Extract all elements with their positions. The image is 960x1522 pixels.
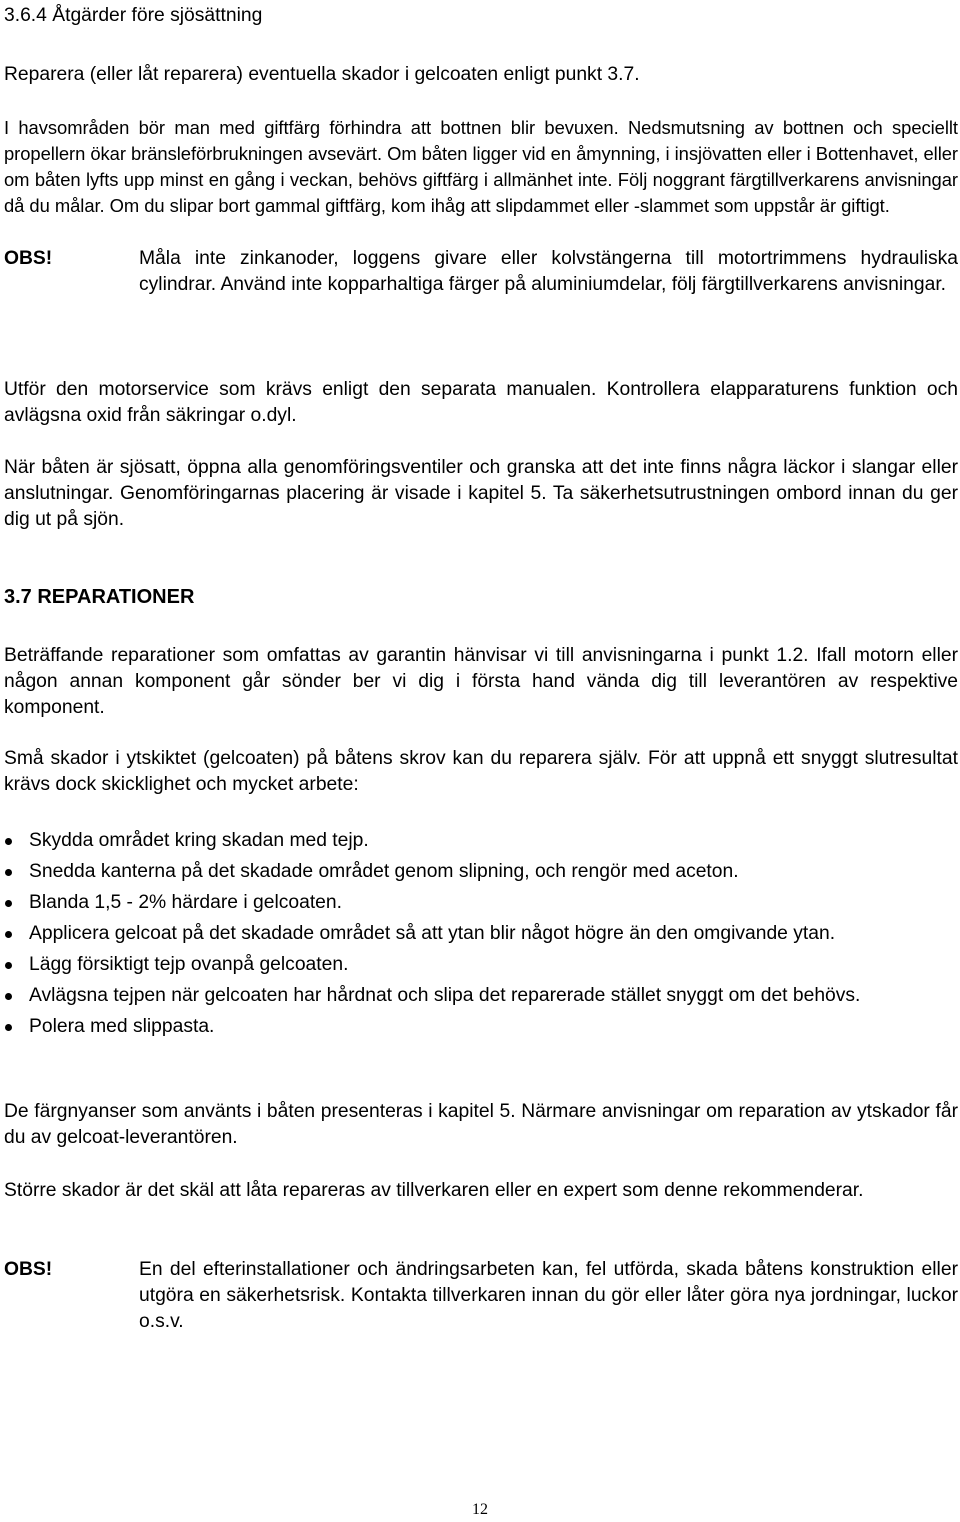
paragraph-launch: När båten är sjösatt, öppna alla genomföringsventiler och granska att det inte finns några läckor i slangar eller anslutningar. Genomföringarnas placering är visade i kapitel 5. Ta säkerhetsutrustningen ombord innan du ger dig ut på sjön. xyxy=(4,457,958,530)
obs-label: OBS! xyxy=(4,248,53,269)
bullet-icon xyxy=(5,1024,12,1031)
list-item: Applicera gelcoat på det skadade området så att ytan blir något högre än den omgivande ytan. xyxy=(4,921,958,947)
bullet-icon xyxy=(5,993,12,1000)
paragraph-colors: De färgnyanser som använts i båten presenteras i kapitel 5. Närmare anvisningar om reparation av ytskador får du av gelcoat-leverantören. xyxy=(4,1101,958,1148)
list-item: Skydda området kring skadan med tejp. xyxy=(4,828,958,854)
paragraph-repair: Reparera (eller låt reparera) eventuella skador i gelcoaten enligt punkt 3.7. xyxy=(4,64,640,85)
bullet-icon xyxy=(5,869,12,876)
paragraph-warranty: Beträffande reparationer som omfattas av garantin hänvisar vi till anvisningarna i punkt 1.2. Ifall motorn eller någon annan komponent går sönder ber vi dig i första hand vända dig till leverantören av respektive komponent. xyxy=(4,645,958,718)
obs-note-paint xyxy=(4,246,958,326)
repairs-heading: 3.7 REPARATIONER xyxy=(4,586,195,608)
bullet-icon xyxy=(5,900,12,907)
list-item: Blanda 1,5 - 2% härdare i gelcoaten. xyxy=(4,890,958,916)
paragraph-larger-damage: Större skador är det skäl att låta repareras av tillverkaren eller en expert som denne rekommenderar. xyxy=(4,1180,864,1201)
page-number: 12 xyxy=(472,1501,488,1518)
paragraph-antifouling: I havsområden bör man med giftfärg förhindra att bottnen blir bevuxen. Nedsmutsning av bottnen och speciellt propellern ökar bränsleförbrukningen avsevärt. Om båten ligger vid en åmynning, i insjövatten eller i Bottenhavet, eller om båten lyfts upp minst en gång i veckan, behövs giftfärg i allmänhet inte. Följ noggrant färgtillverkarens anvisningar då du målar. Om du slipar bort gammal giftfärg, kom ihåg att slipdammet eller -slammet som uppstår är giftigt. xyxy=(4,117,958,216)
bullet-icon xyxy=(5,931,12,938)
obs-note-installations xyxy=(4,1257,958,1337)
obs-text: Måla inte zinkanoder, loggens givare eller kolvstängerna till motortrimmens hydrauliska cylindrar. Använd inte kopparhaltiga färger på aluminiumdelar, följ färgtillverkarens anvisningar. xyxy=(139,248,958,295)
repair-steps-list xyxy=(4,828,958,1045)
paragraph-small-damage: Små skador i ytskiktet (gelcoaten) på båtens skrov kan du reparera själv. För att uppnå ett snyggt slutresultat krävs dock skicklighet och mycket arbete: xyxy=(4,748,958,795)
list-item: Snedda kanterna på det skadade området genom slipning, och rengör med aceton. xyxy=(4,859,958,885)
paragraph-service: Utför den motorservice som krävs enligt den separata manualen. Kontrollera elapparaturens funktion och avlägsna oxid från säkringar o.dyl. xyxy=(4,379,958,426)
obs-label: OBS! xyxy=(4,1259,53,1280)
list-item: Avlägsna tejpen när gelcoaten har hårdnat och slipa det reparerade stället snyggt om det behövs. xyxy=(4,983,958,1009)
list-item: Polera med slippasta. xyxy=(4,1014,958,1040)
section-heading: 3.6.4 Åtgärder före sjösättning xyxy=(4,5,263,26)
obs-text: En del efterinstallationer och ändringsarbeten kan, fel utförda, skada båtens konstruktion eller utgöra en säkerhetsrisk. Kontakta tillverkaren innan du gör eller låter göra nya jordningar, luckor o.s.v. xyxy=(139,1259,958,1332)
bullet-icon xyxy=(5,838,12,845)
bullet-icon xyxy=(5,962,12,969)
list-item: Lägg försiktigt tejp ovanpå gelcoaten. xyxy=(4,952,958,978)
